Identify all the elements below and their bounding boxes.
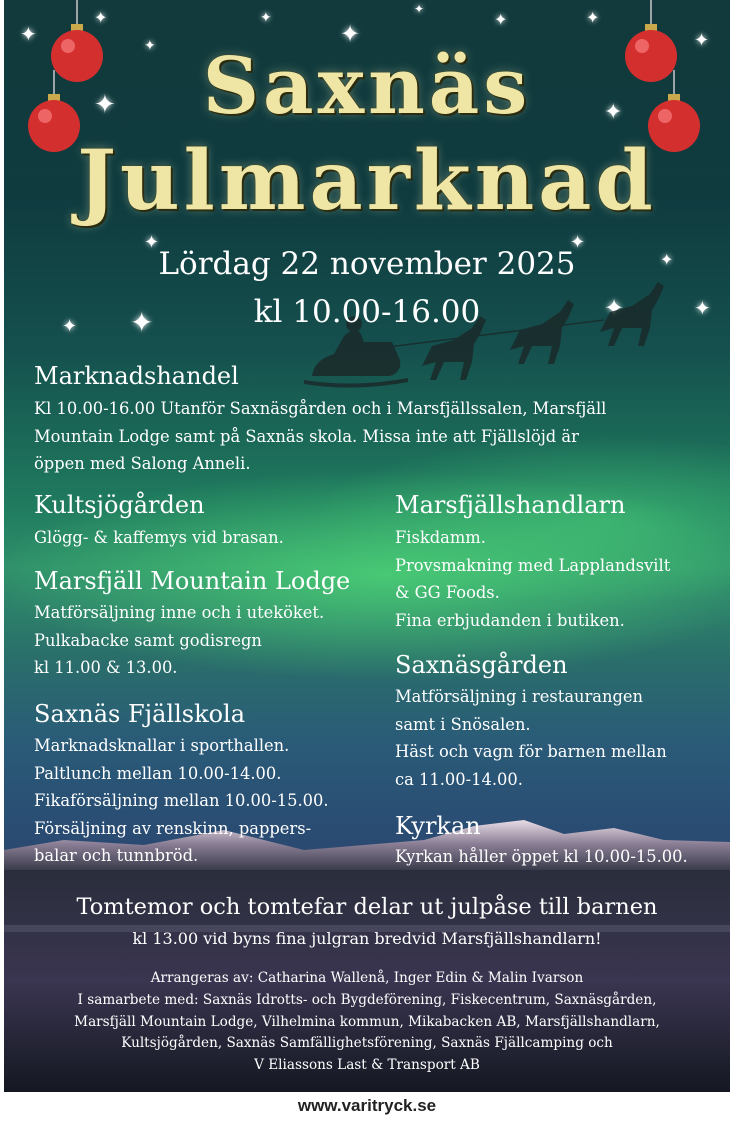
kultsjogarden-body [34,524,284,552]
fjallskola-line: Fikaförsäljning mellan 10.00-15.00. [34,791,329,810]
kyrkan-heading: Kyrkan [395,812,481,840]
sparkle-star-icon: ✦ [414,2,425,16]
sparkle-star-icon: ✦ [494,10,508,29]
saxnasgarden-line: Matförsäljning i restaurangen [395,687,644,706]
fjallskola-line: Paltlunch mellan 10.00-14.00. [34,763,282,783]
title-line-2: Julmarknad [77,133,657,229]
kyrkan-line: Kyrkan håller öppet kl 10.00-15.00. [395,847,688,866]
credits-line: I samarbete med: Saxnäs Idrotts- och Bygdeförening, Fiskecentrum, Saxnäsgården, [77,991,657,1008]
event-time: kl 10.00-16.00 [253,294,481,330]
fjallskola-line: balar och tunnbröd. [34,846,199,865]
credits [4,968,730,1077]
marknadshandel-line: Mountain Lodge samt på Saxnäs skola. Missa inte att Fjällslöjd är [34,426,579,446]
marknadshandel-line: Kl 10.00-16.00 Utanför Saxnäsgården och i Marsfjällssalen, Marsfjäll [34,399,607,418]
lodge-line: Matförsäljning inne och i uteköket. [34,603,325,622]
sparkle-star-icon: ✦ [340,20,361,48]
title-line-1: Saxnäs [202,41,532,132]
handlarn-line: Fiskdamm. [395,528,486,547]
sparkle-star-icon: ✦ [660,250,674,269]
sparkle-star-icon: ✦ [260,10,272,26]
printer-website: www.varitryck.se [297,1096,437,1115]
footer-announcement-sub: kl 13.00 vid byns fina julgran bredvid Marsfjällshandlarn! [132,929,602,948]
sparkle-star-icon: ✦ [144,38,156,54]
event-date: Lördag 22 november 2025 [158,246,576,282]
fjallskola-line: Marknadsknallar i sporthallen. [34,736,290,755]
kyrkan-body [395,843,688,871]
credits-line: Marsfjäll Mountain Lodge, Vilhelmina kommun, Mikabacken AB, Marsfjällshandlarn, [74,1013,660,1030]
fjallskola-body [34,732,329,870]
saxnasgarden-body [395,683,667,793]
sparkle-star-icon: ✦ [604,100,623,125]
sparkle-star-icon: ✦ [586,8,600,27]
sparkle-star-icon: ✦ [694,30,710,51]
sparkle-star-icon: ✦ [144,232,160,253]
poster [4,0,730,1092]
sparkle-star-icon: ✦ [694,296,711,320]
lodge-line: kl 11.00 & 13.00. [34,658,178,677]
saxnasgarden-line: Häst och vagn för barnen mellan [395,742,667,761]
handlarn-line: & GG Foods. [395,583,500,602]
saxnasgarden-line: ca 11.00-14.00. [395,769,523,789]
handlarn-line: Provsmakning med Lapplandsvilt [395,555,671,575]
lodge-heading: Marsfjäll Mountain Lodge [34,567,351,595]
saxnasgarden-heading: Saxnäsgården [395,651,568,679]
saxnasgarden-line: samt i Snösalen. [395,714,531,734]
handlarn-heading: Marsfjällshandlarn [395,491,626,519]
marknadshandel-line: öppen med Salong Anneli. [34,454,251,473]
handlarn-line: Fina erbjudanden i butiken. [395,610,625,630]
handlarn-body [395,524,670,634]
kultsjogarden-line: Glögg- & kaffemys vid brasan. [34,528,284,547]
lodge-line: Pulkabacke samt godisregn [34,630,262,650]
kultsjogarden-heading: Kultsjögården [34,491,205,519]
marknadshandel-body [34,395,606,478]
sparkle-star-icon: ✦ [94,90,116,120]
marknadshandel-heading: Marknadshandel [34,362,239,390]
credits-line: V Eliassons Last & Transport AB [254,1057,480,1074]
fjallskola-line: Försäljning av renskinn, pappers- [34,818,312,838]
credits-line: Arrangeras av: Catharina Wallenå, Inger Edin & Malin Ivarson [150,970,584,986]
sparkle-star-icon: ✦ [20,22,37,46]
sparkle-star-icon: ✦ [94,8,108,27]
sparkle-star-icon: ✦ [62,316,78,337]
credits-line: Kultsjögården, Saxnäs Samfällighetsförening, Saxnäs Fjällcamping och [121,1035,613,1052]
fjallskola-heading: Saxnäs Fjällskola [34,700,246,728]
sparkle-star-icon: ✦ [130,306,154,339]
sparkle-star-icon: ✦ [570,232,586,253]
lodge-body [34,599,324,682]
footer-announcement: Tomtemor och tomtefar delar ut julpåse till barnen [76,894,658,920]
sparkle-star-icon: ✦ [604,294,625,322]
